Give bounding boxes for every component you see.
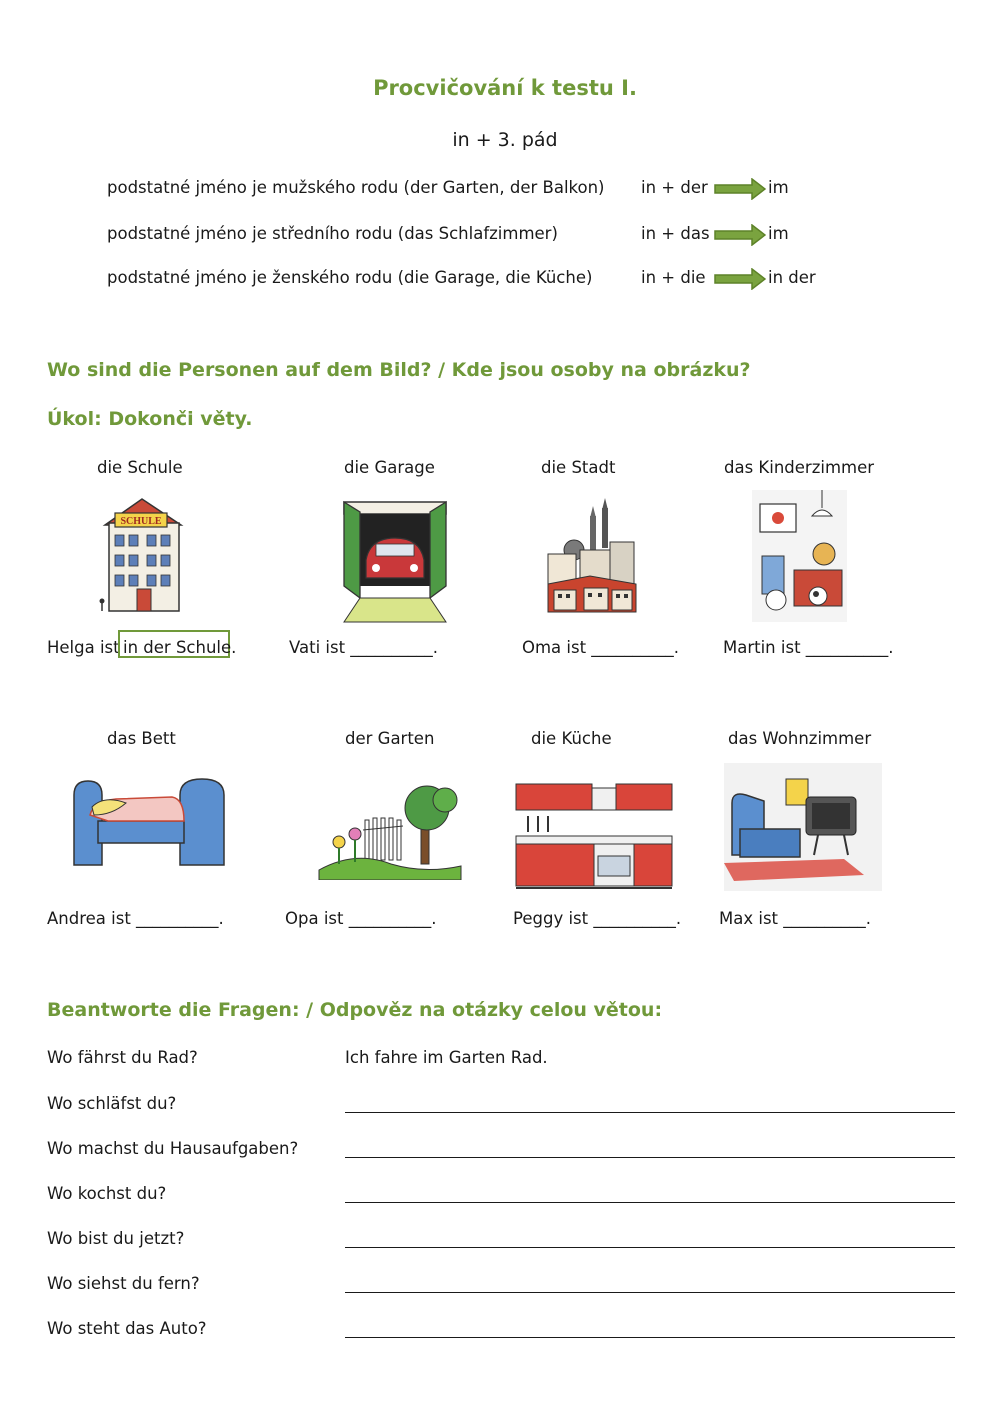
question-2: Wo schläfst du? [47, 1094, 177, 1113]
question-5: Wo bist du jetzt? [47, 1229, 185, 1248]
answer-line-3[interactable] [345, 1157, 955, 1158]
rule-text-feminine: podstatné jméno je ženského rodu (die Garage, die Küche) [107, 268, 593, 287]
garden-illustration [315, 780, 465, 880]
answer-1: Ich fahre im Garten Rad. [345, 1048, 548, 1067]
picture-label-living-room: das Wohnzimmer [728, 729, 872, 748]
section-heading-task: Úkol: Dokonči věty. [47, 408, 253, 430]
rule-result-masculine: im [768, 178, 789, 197]
bed-illustration [68, 775, 233, 870]
kitchen-illustration [512, 780, 677, 892]
question-4: Wo kochst du? [47, 1184, 167, 1203]
question-3: Wo machst du Hausaufgaben? [47, 1139, 299, 1158]
sentence-andrea[interactable]: Andrea ist __________. [47, 909, 224, 928]
question-7: Wo steht das Auto? [47, 1319, 207, 1338]
city-illustration [540, 498, 640, 616]
childrens-room-illustration [752, 490, 847, 622]
arrow-right-icon [714, 224, 766, 246]
arrow-right-icon [714, 268, 766, 290]
rule-result-neuter: im [768, 224, 789, 243]
rule-text-neuter: podstatné jméno je středního rodu (das Schlafzimmer) [107, 224, 558, 243]
rule-prep-neuter: in + das [641, 224, 710, 243]
picture-label-garage: die Garage [344, 458, 435, 477]
school-illustration [95, 495, 190, 615]
answer-line-4[interactable] [345, 1202, 955, 1203]
picture-label-city: die Stadt [541, 458, 616, 477]
answer-helga: in der Schule. [123, 638, 237, 657]
answer-line-5[interactable] [345, 1247, 955, 1248]
sentence-oma[interactable]: Oma ist __________. [522, 638, 680, 657]
picture-label-school: die Schule [97, 458, 183, 477]
sentence-helga-prefix: Helga ist [47, 638, 120, 657]
rule-text-masculine: podstatné jméno je mužského rodu (der Garten, der Balkon) [107, 178, 605, 197]
arrow-right-icon [714, 178, 766, 200]
school-sign-text: SCHULE [120, 516, 162, 527]
sentence-peggy[interactable]: Peggy ist __________. [513, 909, 682, 928]
picture-label-bed: das Bett [107, 729, 176, 748]
answer-line-2[interactable] [345, 1112, 955, 1113]
answer-line-6[interactable] [345, 1292, 955, 1293]
sentence-opa[interactable]: Opa ist __________. [285, 909, 437, 928]
section-heading-questions: Beantworte die Fragen: / Odpověz na otázky celou větou: [47, 999, 663, 1021]
sentence-max[interactable]: Max ist __________. [719, 909, 871, 928]
sentence-martin[interactable]: Martin ist __________. [723, 638, 894, 657]
living-room-illustration [724, 763, 882, 891]
rule-prep-feminine: in + die [641, 268, 706, 287]
rule-prep-masculine: in + der [641, 178, 708, 197]
page-title: Procvičování k testu I. [373, 76, 637, 100]
question-1: Wo fährst du Rad? [47, 1048, 198, 1067]
answer-line-7[interactable] [345, 1337, 955, 1338]
garage-illustration [340, 498, 450, 623]
picture-label-kitchen: die Küche [531, 729, 612, 748]
sentence-vati[interactable]: Vati ist __________. [289, 638, 439, 657]
rule-result-feminine: in der [768, 268, 816, 287]
question-6: Wo siehst du fern? [47, 1274, 200, 1293]
section-heading-where: Wo sind die Personen auf dem Bild? / Kde jsou osoby na obrázku? [47, 359, 751, 381]
page-subtitle: in + 3. pád [452, 129, 558, 151]
picture-label-garden: der Garten [345, 729, 435, 748]
picture-label-childrens-room: das Kinderzimmer [724, 458, 875, 477]
